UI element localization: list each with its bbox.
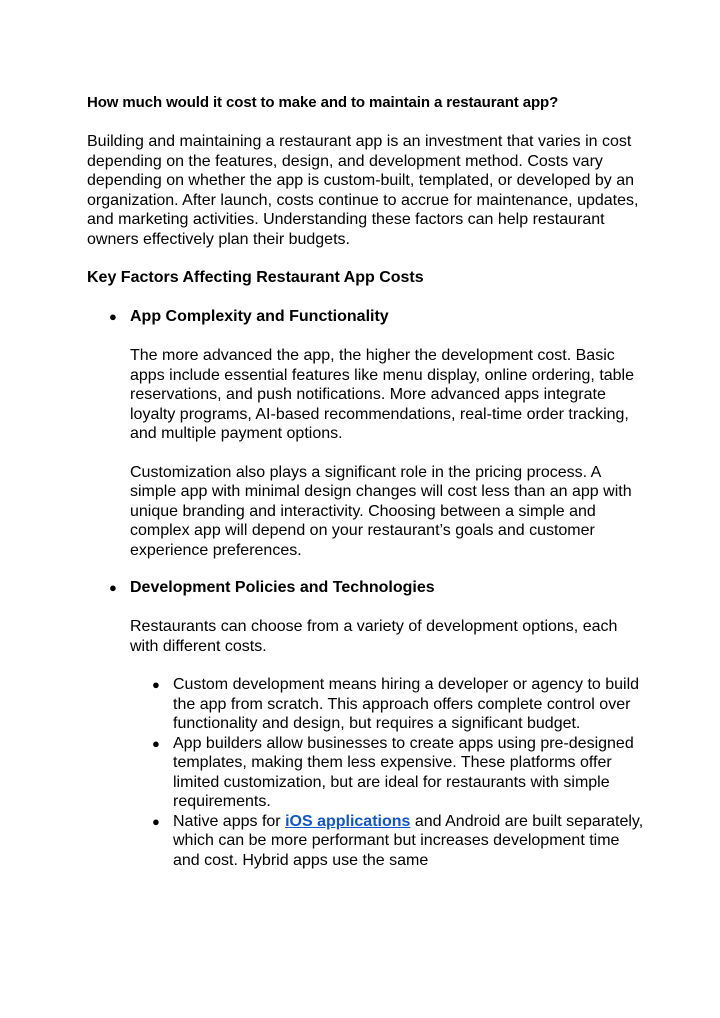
document-title: How much would it cost to make and to maintain a restaurant app? <box>87 94 559 111</box>
factor-heading: Development Policies and Technologies <box>130 579 435 596</box>
bullet-icon: ● <box>152 735 160 751</box>
native-text-after: and Android are built separately, which can be more performant but increases development time and cost. Hybrid apps use the same <box>173 812 644 869</box>
intro-paragraph: Building and maintaining a restaurant app is an investment that varies in cost depending on the features, design, and development method. Costs vary depending on whether the app is custom-built, templated, or developed by an organization. After launch, costs continue to accrue for maintenance, updates, and marketing activities. Understanding these factors can help restaurant owners effectively plan their budgets. <box>87 133 639 248</box>
factor-paragraph: Restaurants can choose from a variety of development options, each with different costs. <box>130 618 618 655</box>
list-item <box>130 675 647 734</box>
factor-heading: App Complexity and Functionality <box>130 308 389 325</box>
list-item-text: App builders allow businesses to create apps using pre-designed templates, making them less expensive. These platforms offer limited customization, but are ideal for restaurants with simple requirements. <box>173 734 634 810</box>
native-text-before: Native apps for <box>173 812 286 830</box>
factor-item-complexity <box>87 307 647 560</box>
section-heading: Key Factors Affecting Restaurant App Costs <box>87 269 424 286</box>
list-item-text <box>173 812 647 871</box>
bullet-icon: ● <box>152 677 160 692</box>
document-page <box>87 93 647 870</box>
ios-applications-link[interactable]: iOS applications <box>285 812 411 830</box>
bullet-icon: ● <box>152 813 160 829</box>
bullet-icon: ● <box>109 580 117 595</box>
list-item-text: Custom development means hiring a developer or agency to build the app from scratch. This approach offers complete control over functionality and design, but requires a significant budget. <box>173 676 640 732</box>
list-item <box>130 734 647 812</box>
list-item <box>130 812 647 871</box>
factor-item-development <box>87 578 647 870</box>
factor-paragraph: Customization also plays a significant role in the pricing process. A simple app with minimal design changes will cost less than an app with unique branding and interactivity. Choosing between a simple and complex app will depend on your restaurant’s goals and customer experience preferences. <box>130 463 632 559</box>
bullet-icon: ● <box>109 309 117 324</box>
factor-paragraph: The more advanced the app, the higher the development cost. Basic apps include essential features like menu display, online ordering, table reservations, and push notifications. More advanced apps integrate loyalty programs, AI-based recommendations, real-time order tracking, and multiple payment options. <box>130 347 635 442</box>
